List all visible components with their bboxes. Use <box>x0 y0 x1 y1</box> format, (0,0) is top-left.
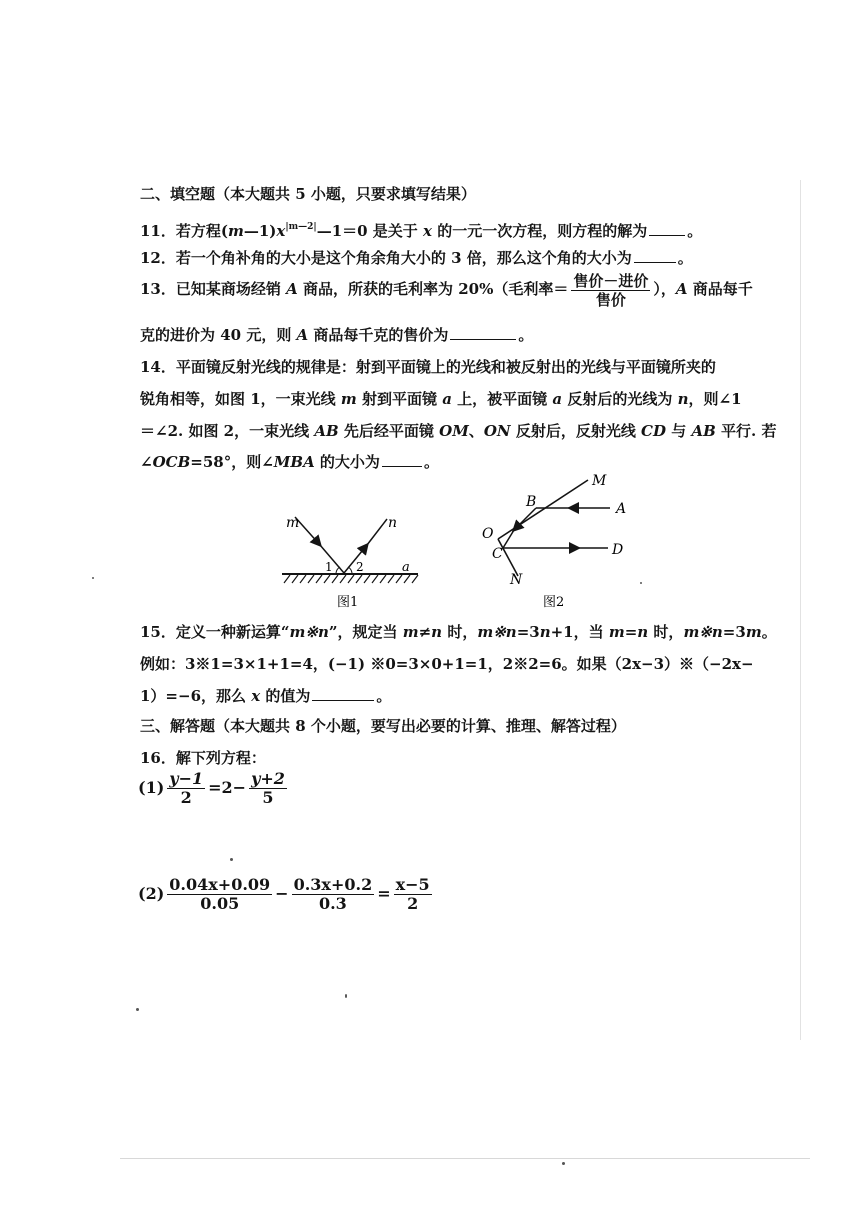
scan-speck <box>136 1008 139 1011</box>
q16-part-1-equation <box>138 770 290 807</box>
q16-part-2-equation <box>138 876 435 913</box>
q14-l3-text-6: 平行. 若 <box>715 422 777 440</box>
q13-line2-var-a: A <box>296 326 309 344</box>
q15-var-x: x <box>251 687 261 705</box>
q15-condition-2: m=n <box>608 623 649 641</box>
q16-p2-numerator-1: 0.04x+0.09 <box>169 875 271 894</box>
q14-var-n: n <box>677 390 689 408</box>
q15-condition-1: m≠n <box>402 623 443 641</box>
question-14-line-3 <box>140 421 776 441</box>
section-3-heading: 三、解答题（本大题共 8 个小题，要写出必要的计算、推理、解答过程） <box>140 717 626 735</box>
q13-line2-end: 。 <box>518 326 534 344</box>
q13-line2-text-2: 商品每千克的售价为 <box>308 326 449 344</box>
q14-var-a2: a <box>552 390 563 408</box>
q14-l4-text-2: =58°，则∠ <box>190 453 274 471</box>
q14-l3-text-1: ＝∠2. 如图 2，一束光线 <box>140 422 315 440</box>
q15-formula-2: m※n <box>683 623 723 641</box>
fig2-ray-bc <box>514 508 536 530</box>
q14-l4-text-3: 的大小为 <box>314 453 380 471</box>
q15-l1-text-2: ”，规定当 <box>328 623 403 641</box>
q15-l3-text-1: 1）=−6，那么 <box>140 687 252 705</box>
q15-l3-text-2: 的值为 <box>260 687 311 705</box>
q12-text: 12．若一个角补角的大小是这个角余角大小的 3 倍，那么这个角的大小为 <box>140 249 632 267</box>
fig2-label-N: N <box>510 572 523 588</box>
q14-var-ocb: OCB <box>152 453 191 471</box>
q16-part-1-label: (1) <box>138 778 165 797</box>
section-2-heading: 二、填空题（本大题共 5 小题，只要求填写结果） <box>140 185 476 203</box>
question-14-line-1: 14．平面镜反射光线的规律是：射到平面镜上的光线和被反射出的光线与平面镜所夹的 <box>140 358 716 376</box>
q15-l1-text-4: =3 <box>516 623 540 641</box>
fig2-label-B: B <box>526 494 537 510</box>
q14-var-cd: CD <box>641 422 666 440</box>
q15-formula-1: m※n <box>477 623 517 641</box>
q16-p2-denominator-3: 2 <box>407 894 419 913</box>
q15-answer-blank[interactable] <box>312 686 374 701</box>
q16-p2-fraction-2 <box>292 876 375 913</box>
q12-answer-blank[interactable] <box>634 248 676 263</box>
q11-answer-blank[interactable] <box>649 221 685 236</box>
question-15-line-1 <box>140 622 777 642</box>
q16-p1-middle: =2− <box>208 778 247 797</box>
q13-text-3: ）， <box>653 280 676 298</box>
q16-p2-denominator-1: 0.05 <box>200 894 240 913</box>
q15-var-m: m <box>745 623 762 641</box>
fig1-label-1: 1 <box>325 560 333 574</box>
q14-var-om: OM <box>439 422 469 440</box>
q14-l3-text-5: 与 <box>666 422 692 440</box>
q11-text-1: 若方程( <box>175 222 228 240</box>
q16-p1-fraction-1 <box>167 770 205 807</box>
fig1-angle-2-arc <box>348 567 352 573</box>
q16-p1-denominator-2: 5 <box>262 788 274 807</box>
q13-margin-fraction <box>571 272 650 309</box>
scan-speck <box>345 994 347 998</box>
q15-l1-text-3: 时， <box>442 623 478 641</box>
question-15-line-3 <box>140 686 391 706</box>
fig1-mirror-hatching <box>284 575 418 583</box>
q11-text-4: 的一元一次方程，则方程的解为 <box>431 222 648 240</box>
q14-l2-text-4: 反射后的光线为 <box>562 390 678 408</box>
question-14-line-4 <box>140 452 439 472</box>
question-12 <box>140 248 693 268</box>
q14-var-ab: AB <box>314 422 339 440</box>
q16-p2-denominator-2: 0.3 <box>318 894 347 913</box>
q13-text-1: 13．已知某商场经销 <box>140 280 287 298</box>
fig2-label-O: O <box>482 526 494 542</box>
fig1-reflected-ray-n-tail <box>367 519 387 545</box>
q16-part-2-label: (2) <box>138 884 165 903</box>
fig1-label-a: a <box>402 560 410 575</box>
q16-p2-fraction-3 <box>394 876 432 913</box>
q15-l1-text-7: =3 <box>722 623 746 641</box>
q11-var-x: x <box>276 222 286 240</box>
q14-l4-text-1: ∠ <box>140 453 153 471</box>
figure-1 <box>270 505 430 615</box>
q11-var-m: m <box>227 222 244 240</box>
q14-var-ab2: AB <box>691 422 716 440</box>
q11-exponent: |m—2| <box>285 222 317 232</box>
q16-p1-fraction-2 <box>249 770 287 807</box>
q16-p2-equals: = <box>377 884 391 903</box>
q13-text-4: 商品每千 <box>687 280 753 298</box>
q13-fraction-denominator: 售价 <box>595 290 626 309</box>
q11-number: 11． <box>140 222 176 240</box>
q14-var-a: a <box>442 390 452 408</box>
q15-l3-end: 。 <box>376 687 392 705</box>
fig1-caption: 图1 <box>337 595 359 610</box>
q14-l3-text-4: 反射后，反射光线 <box>510 422 642 440</box>
fig2-label-D: D <box>612 542 624 558</box>
q14-l2-text-5: ，则∠1 <box>688 390 742 408</box>
q15-l1-text-5: +1，当 <box>550 623 609 641</box>
q14-l4-end: 。 <box>423 453 439 471</box>
scan-speck <box>640 582 642 584</box>
q13-var-a2: A <box>675 280 688 298</box>
question-15-line-2: 例如：3※1=3×1+1=4，(−1) ※0=3×0+1=1，2※2=6。如果（2x−3）※（−2x− <box>140 655 754 673</box>
fig1-label-n: n <box>388 515 398 531</box>
fig1-label-m: m <box>286 515 300 531</box>
q11-end: 。 <box>687 222 703 240</box>
q13-line2-text-1: 克的进价为 40 元，则 <box>140 326 297 344</box>
q16-p1-denominator-1: 2 <box>180 788 192 807</box>
q13-answer-blank[interactable] <box>450 325 516 340</box>
question-13-line-2 <box>140 325 533 345</box>
fig1-angle-1-arc <box>336 567 340 573</box>
q11-text-3: —1＝0 是关于 <box>316 222 424 240</box>
q15-var-n: n <box>539 623 551 641</box>
q16-p2-numerator-2: 0.3x+0.2 <box>293 875 373 894</box>
question-14-line-2 <box>140 389 742 409</box>
question-13-line-1 <box>140 270 753 309</box>
q16-p1-numerator-1: y−1 <box>169 769 204 788</box>
q11-text-2: —1) <box>243 222 277 240</box>
q14-l2-text-1: 锐角相等，如图 1，一束光线 <box>140 390 341 408</box>
scan-speck <box>230 858 233 861</box>
q15-l1-text-1: 15．定义一种新运算“ <box>140 623 290 641</box>
q16-p2-minus: − <box>275 884 289 903</box>
q15-operation: m※n <box>289 623 329 641</box>
q14-l2-text-2: 射到平面镜 <box>356 390 443 408</box>
fig2-label-M: M <box>592 473 607 489</box>
fig1-label-2: 2 <box>356 560 364 574</box>
q14-answer-blank[interactable] <box>382 452 422 467</box>
scan-speck <box>562 1162 565 1165</box>
fig2-mirror-om <box>498 480 588 539</box>
q16-p2-fraction-1 <box>167 876 272 913</box>
q15-l1-text-8: 。 <box>761 623 777 641</box>
q13-fraction-numerator: 售价－进价 <box>573 271 649 290</box>
scan-speck <box>92 577 94 579</box>
q12-end: 。 <box>677 249 693 267</box>
q14-l3-text-2: 先后经平面镜 <box>338 422 440 440</box>
q13-text-2: 商品，所获的毛利率为 20%（毛利率＝ <box>297 280 569 298</box>
q15-l1-text-6: 时， <box>648 623 684 641</box>
fig2-label-C: C <box>492 546 503 562</box>
q13-var-a: A <box>286 280 298 298</box>
q16-p2-numerator-3: x−5 <box>395 875 430 894</box>
page-fold-line <box>800 180 801 1040</box>
question-11 <box>140 217 702 241</box>
figure-2 <box>470 466 650 616</box>
fig2-caption: 图2 <box>543 595 565 610</box>
fig2-label-A: A <box>616 501 627 517</box>
q11-var-x2: x <box>423 222 432 240</box>
q14-var-m: m <box>340 390 357 408</box>
q14-var-on: ON <box>483 422 511 440</box>
q16-p1-numerator-2: y+2 <box>251 769 285 788</box>
q14-var-mba: MBA <box>273 453 315 471</box>
q14-l3-text-3: 、 <box>468 422 484 440</box>
q14-l2-text-3: 上，被平面镜 <box>451 390 553 408</box>
question-16-title: 16．解下列方程： <box>140 749 266 767</box>
page-bottom-edge <box>120 1158 810 1159</box>
